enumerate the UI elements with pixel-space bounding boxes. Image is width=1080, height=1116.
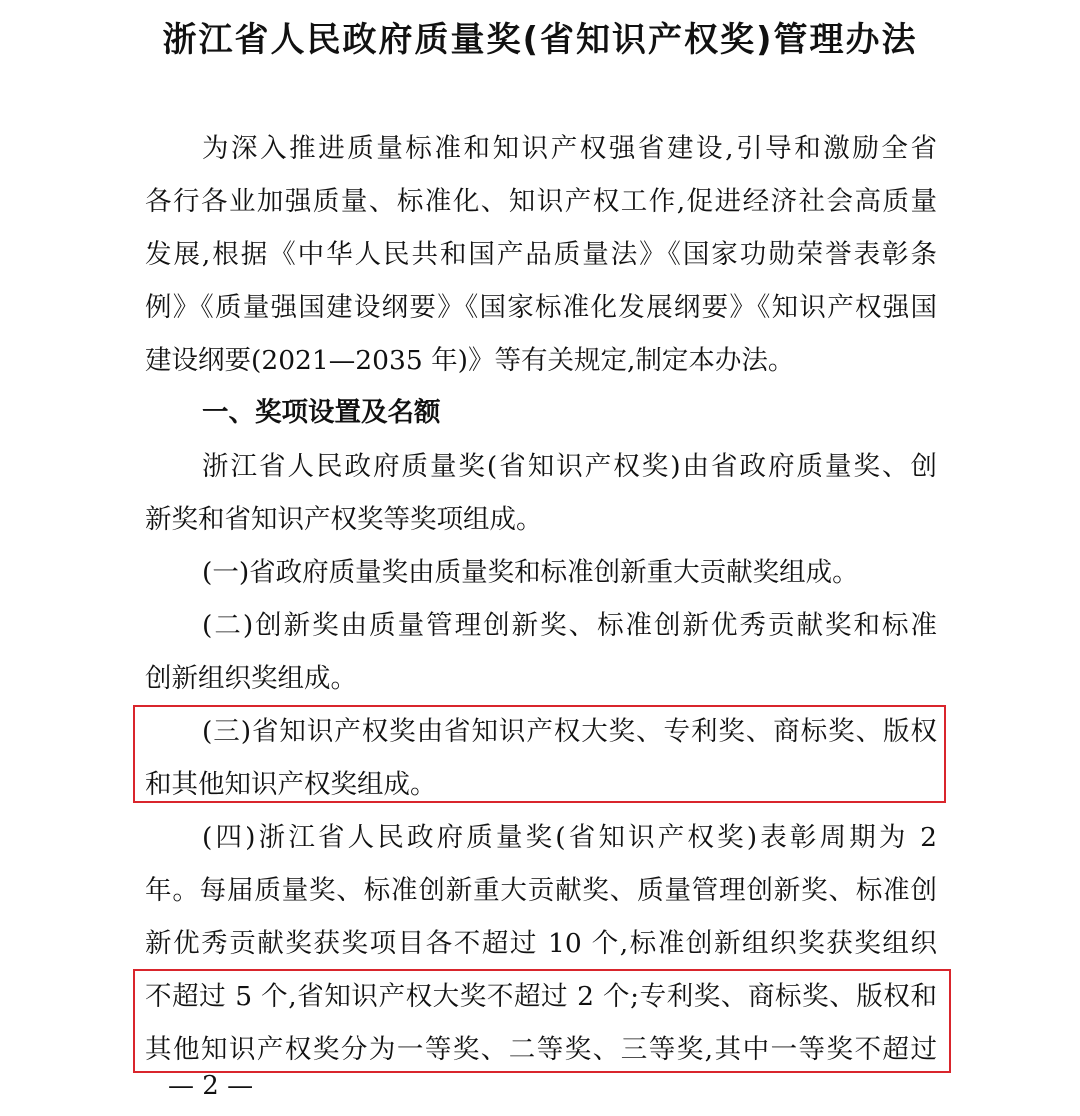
paragraph-line: 各行各业加强质量、标准化、知识产权工作,促进经济社会高质量 — [145, 186, 937, 217]
paragraph-line: 建设纲要(2021—2035 年)》等有关规定,制定本办法。 — [145, 345, 795, 376]
paragraph-line: 为深入推进质量标准和知识产权强省建设,引导和激励全省 — [202, 133, 937, 164]
paragraph-line: (三)省知识产权奖由省知识产权大奖、专利奖、商标奖、版权 — [202, 716, 937, 747]
paragraph-line: 其他知识产权奖分为一等奖、二等奖、三等奖,其中一等奖不超过 — [145, 1034, 937, 1065]
paragraph-line: (二)创新奖由质量管理创新奖、标准创新优秀贡献奖和标准 — [202, 610, 937, 641]
paragraph-line: 不超过 5 个,省知识产权大奖不超过 2 个;专利奖、商标奖、版权和 — [145, 981, 937, 1012]
paragraph-line: 新奖和省知识产权奖等奖项组成。 — [145, 504, 543, 535]
paragraph-line: 创新组织奖组成。 — [145, 663, 357, 694]
page-number: — 2 — — [168, 1071, 254, 1101]
paragraph-line: (一)省政府质量奖由质量奖和标准创新重大贡献奖组成。 — [202, 557, 859, 588]
paragraph-line: (四)浙江省人民政府质量奖(省知识产权奖)表彰周期为 2 — [202, 822, 937, 853]
paragraph-line: 新优秀贡献奖获奖项目各不超过 10 个,标准创新组织奖获奖组织 — [145, 928, 937, 959]
highlight-box — [133, 969, 951, 1073]
document-title: 浙江省人民政府质量奖(省知识产权奖)管理办法 — [162, 20, 918, 60]
paragraph-line: 年。每届质量奖、标准创新重大贡献奖、质量管理创新奖、标准创 — [145, 875, 937, 906]
paragraph-line: 和其他知识产权奖组成。 — [145, 769, 437, 800]
paragraph-line: 发展,根据《中华人民共和国产品质量法》《国家功勋荣誉表彰条 — [145, 239, 937, 270]
highlight-box — [133, 705, 946, 803]
paragraph-line: 例》《质量强国建设纲要》《国家标准化发展纲要》《知识产权强国 — [145, 292, 937, 323]
paragraph-line: 浙江省人民政府质量奖(省知识产权奖)由省政府质量奖、创 — [202, 451, 937, 482]
section-heading: 一、奖项设置及名额 — [202, 397, 441, 428]
